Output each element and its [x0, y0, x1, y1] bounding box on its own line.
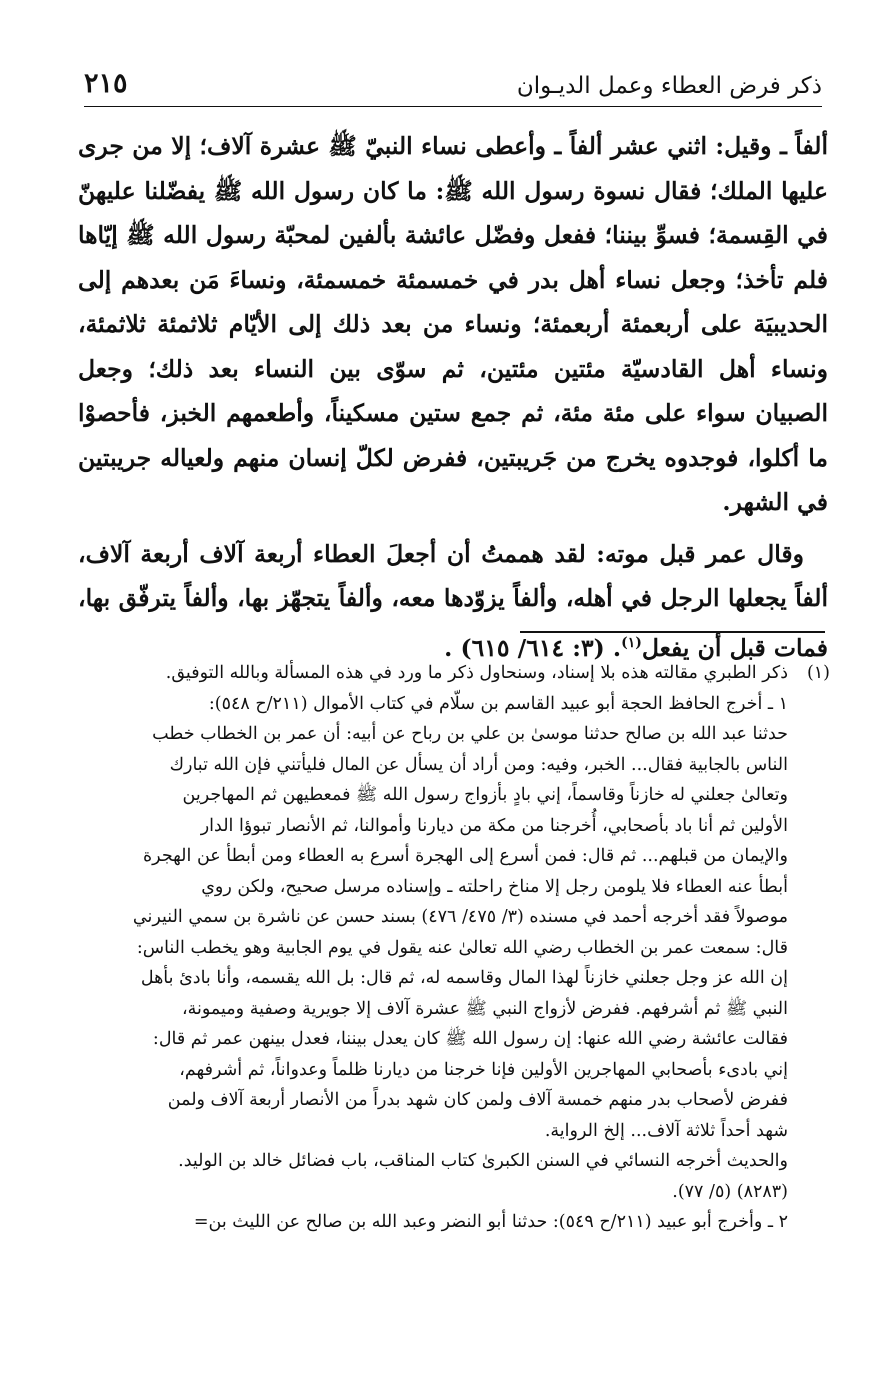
footnote-line: موصولاً فقد أخرجه أحمد في مسنده (٣/ ٤٧٥/ ٤٧٦) بسند حسن عن ناشرة بن سمي النيرني: [132, 907, 788, 927]
running-title: ذكر فرض العطاء وعمل الديـوان: [516, 73, 822, 99]
paragraph-1: ألفاً ـ وقيل: اثني عشر ألفاً ـ وأعطى نساء النبيّ ﷺ عشرة آلاف؛ إلا من جرى عليها الملك؛ فقال نسوة رسول الله ﷺ: ما كان رسول الله ﷺ يفضّلنا عليهنّ في القِسمة؛ فسوِّ بيننا؛ ففعل وفضّل عائشة بألفين لمحبّة رسول الله ﷺ إيّاها فلم تأخذ؛ وجعل نساء أهل بدر في خمسمئة خمسمئة، ونساءَ مَن بعدهم إلى الحديبيَة على أربعمئة أربعمئة؛ ونساء من بعد ذلك إلى الأيّام ثلاثمئة ثلاثمئة، ونساء أهل القادسيّة مئتين مئتين، ثم سوّى بين النساء بعد ذلك؛ وجعل الصبيان سواء على مئة مئة، ثم جمع ستين مسكيناً، وأطعمهم الخبز، فأحصوْا ما أكلوا، فوجدوه يخرج من جَريبتين، ففرض لكلّ إنسان منهم ولعياله جريبتين في الشهر.: [78, 132, 828, 516]
page-number: ٢١٥: [84, 68, 128, 99]
footnote-line: الأولين ثم أنا باد بأصحابي، أُخرجنا من مكة من ديارنا وأموالنا، ثم الأنصار تبوؤا الدار: [200, 815, 788, 836]
footnote-line: أبطأ عنه العطاء فلا يلومن رجل إلا مناخ راحلته ـ وإسناده مرسل صحيح، ولكن روي: [201, 876, 788, 897]
footnote-1: [62, 658, 830, 1207]
paragraph-2: [78, 532, 828, 670]
footnotes: [62, 658, 830, 1238]
footnote-separator: [520, 631, 825, 633]
footnote-line: إن الله عز وجل جعلني خازناً لهذا المال وقاسمه له، ثم قال: بل الله يقسمه، وأنا بادئ بأهل: [140, 968, 788, 988]
footnote-line: فقالت عائشة رضي الله عنها: إن رسول الله ﷺ كان يعدل بيننا، فعدل بينهن عمر ثم قال:: [152, 1029, 788, 1049]
footnote-line: والإيمان من قبلهم... ثم قال: فمن أسرع إلى الهجرة أسرع به العطاء ومن أبطأ عن الهجرة: [143, 846, 788, 866]
footnote-line: قال: سمعت عمر بن الخطاب رضي الله تعالىٰ عنه يقول في يوم الجابية وهو يخطب الناس:: [136, 937, 788, 958]
footnote-line: والحديث أخرجه النسائي في السنن الكبرىٰ كتاب المناقب، باب فضائل خالد بن الوليد.: [178, 1151, 788, 1171]
footnote-line: النبي ﷺ ثم أشرفهم. ففرض لأزواج النبي ﷺ عشرة آلاف إلا جويرية وصفية وميمونة،: [181, 998, 788, 1019]
footnote-line: حدثنا عبد الله بن صالح حدثنا موسىٰ بن علي بن رباح عن أبيه: أن عمر بن الخطاب خطب: [152, 724, 788, 744]
footnote-line: وتعالىٰ جعلني له خازناً وقاسماً، إني بادٍ بأزواج رسول الله ﷺ فمعطيهن ثم المهاجرين: [182, 785, 788, 805]
footnote-line: الناس بالجابية فقال... الخبر، وفيه: ومن أراد أن يسأل عن المال فليأتني فإن الله تبارك: [169, 754, 788, 775]
footnote-line: إني بادىء بأصحابي المهاجرين الأولين فإنا خرجنا من ديارنا ظلماً وعدواناً، ثم أشرفهم،: [179, 1059, 788, 1080]
footnote-line: ١ ـ أخرج الحافظ الحجة أبو عبيد القاسم بن سلّام في كتاب الأموال (٢١١/ح ٥٤٨):: [208, 693, 788, 714]
main-text: [78, 124, 828, 670]
footnote-line: ففرض لأصحاب بدر منهم خمسة آلاف ولمن كان شهد بدراً من الأنصار أربعة آلاف ولمن: [167, 1090, 788, 1110]
footnote-reference[interactable]: (١): [621, 634, 642, 651]
footnote-body: [62, 658, 788, 1207]
footnote-continuation: [62, 1207, 830, 1238]
footnote-line: شهد أحداً ثلاثة آلاف... إلخ الرواية.: [544, 1120, 788, 1141]
footnote-marker: (١): [806, 663, 830, 683]
footnote-line: ٢ ـ وأخرج أبو عبيد (٢١١/ح ٥٤٩): حدثنا أبو النضر وعبد الله بن صالح عن الليث بن=: [193, 1212, 788, 1232]
page-header: [84, 66, 822, 107]
footnote-line: (٨٢٨٣) (٥/ ٧٧).: [672, 1181, 788, 1202]
paragraph-2-text: وقال عمر قبل موته: لقد هممتُ أن أجعلَ العطاء أربعة آلاف أربعة آلاف، ألفاً يجعلها الرجل في أهله، وألفاً يزوّدها معه، وألفاً يتجهّز بها، وألفاً يترفّق بها، فمات قبل أن يفعل: [78, 539, 828, 662]
footnote-line: ذكر الطبري مقالته هذه بلا إسناد، وسنحاول ذكر ما ورد في هذه المسألة وبالله التوفيق.: [165, 663, 788, 683]
source-citation: . (٣: ٦١٤/ ٦١٥) .: [444, 633, 622, 662]
